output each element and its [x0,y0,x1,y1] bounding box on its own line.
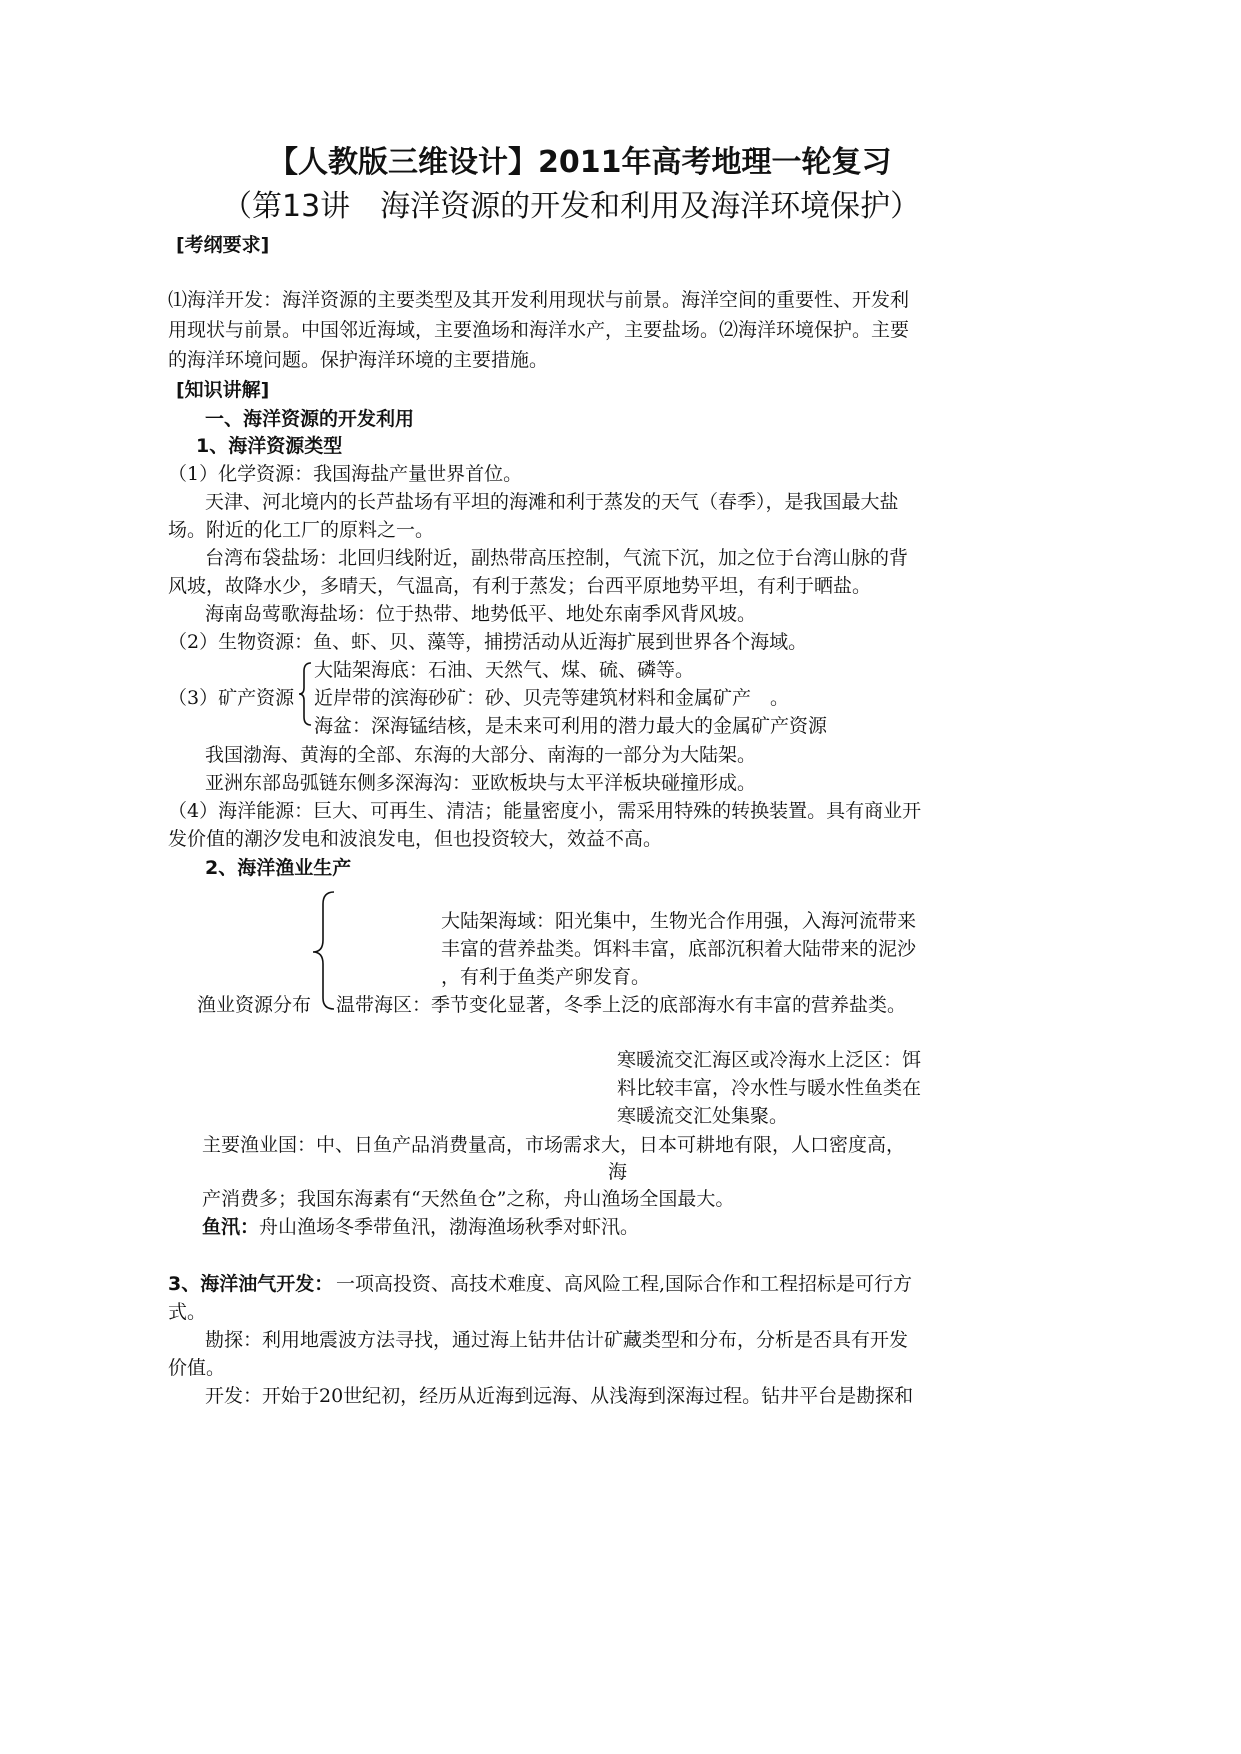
ocean-energy-cont: 发价值的潮汐发电和波浪发电，但也投资较大，效益不高。 [168,828,663,850]
requirement-line: ⑴海洋开发：海洋资源的主要类型及其开发利用现状与前景。海洋空间的重要性、开发利 [168,289,910,311]
ocean-energy: （4）海洋能源：巨大、可再生、清洁；能量密度小，需采用特殊的转换装置。具有商业开 [168,800,922,822]
chemical-resources: （1）化学资源：我国海盐产量世界首位。 [168,463,523,485]
fishery-temperate: 温带海区：季节变化显著，冬季上泛的底部海水有丰富的营养盐类。 [336,994,907,1016]
fishing-countries-cont: 产消费多；我国东海素有“天然鱼仓”之称，舟山渔场全国最大。 [202,1188,735,1210]
section-heading-requirements: [考纲要求] [176,234,270,256]
fishing-countries: 主要渔业国：中、日鱼产品消费量高，市场需求大，日本可耕地有限，人口密度高， [202,1134,906,1156]
heading-oil-gas: 3、海洋油气开发： [168,1273,334,1295]
section-heading-knowledge: [知识讲解] [176,379,270,401]
fishing-season-label: 鱼汛： [202,1216,260,1238]
fishery-current: 寒暖流交汇海区或冷海水上泛区：饵 [617,1049,922,1071]
changlu-saltfield: 天津、河北境内的长芦盐场有平坦的海滩和利于蒸发的天气（春季），是我国最大盐 [205,491,899,513]
continental-shelf-note: 我国渤海、黄海的全部、东海的大部分、南海的一部分为大陆架。 [205,744,757,766]
page-subtitle: （第13讲 海洋资源的开发和利用及海洋环境保护） [222,189,921,224]
fishery-current-cont: 寒暖流交汇处集聚。 [617,1105,789,1127]
heading-marine-development: 一、海洋资源的开发利用 [205,408,415,430]
page-title: 【人教版三维设计】2011年高考地理一轮复习 [268,145,892,180]
left-brace-icon [310,890,336,1012]
oil-gas-exploration: 勘探：利用地震波方法寻找，通过海上钻井估计矿藏类型和分布，分析是否具有开发 [205,1329,909,1351]
requirement-line: 的海洋环境问题。保护海洋环境的主要措施。 [168,349,549,371]
left-brace-icon [297,661,313,727]
fishery-shelf: 大陆架海域：阳光集中，生物光合作用强，入海河流带来 [441,910,917,932]
biological-resources: （2）生物资源：鱼、虾、贝、藻等，捕捞活动从近海扩展到世界各个海域。 [168,631,808,653]
fishery-shelf-cont: ，有利于鱼类产卵发育。 [441,966,651,988]
budai-saltfield: 台湾布袋盐场：北回归线附近，副热带高压控制，气流下沉，加之位于台湾山脉的背 [205,547,909,569]
oil-gas-development: 开发：开始于20世纪初，经历从近海到远海、从浅海到深海过程。钻井平台是勘探和 [205,1385,914,1407]
changlu-saltfield-cont: 场。附近的化工厂的原料之一。 [168,519,435,541]
mineral-item-basin: 海盆：深海锰结核，是未来可利用的潜力最大的金属矿产资源 [314,715,828,737]
oil-gas-exploration-cont: 价值。 [168,1357,226,1379]
oil-gas-intro: 一项高投资、高技术难度、高风险工程,国际合作和工程招标是可行方 [336,1273,913,1295]
heading-fishery: 2、海洋渔业生产 [205,857,352,879]
trench-note: 亚洲东部岛弧链东侧多深海沟：亚欧板块与太平洋板块碰撞形成。 [205,772,757,794]
fishing-season: 舟山渔场冬季带鱼汛，渤海渔场秋季对虾汛。 [259,1216,640,1238]
fishing-countries-cont: 海 [608,1161,628,1183]
yinggehai-saltfield: 海南岛莺歌海盐场：位于热带、地势低平、地处东南季风背风坡。 [205,603,757,625]
fishery-current-cont: 料比较丰富，冷水性与暖水性鱼类在 [617,1077,922,1099]
mineral-resources-label: （3）矿产资源 [168,687,295,709]
budai-saltfield-cont: 风坡，故降水少，多晴天，气温高，有利于蒸发；台西平原地势平坦，有利于晒盐。 [168,575,872,597]
fishery-distribution-label: 渔业资源分布 [197,994,312,1016]
mineral-item-placer: 近岸带的滨海砂矿：砂、贝壳等建筑材料和金属矿产 。 [314,687,790,709]
heading-resource-types: 1、海洋资源类型 [196,435,343,457]
oil-gas-intro-cont: 式。 [168,1301,207,1323]
mineral-item-shelf: 大陆架海底：石油、天然气、煤、硫、磷等。 [314,659,695,681]
requirement-line: 用现状与前景。中国邻近海域，主要渔场和海洋水产，主要盐场。⑵海洋环境保护。主要 [168,319,910,341]
fishery-shelf-cont: 丰富的营养盐类。饵料丰富，底部沉积着大陆带来的泥沙 [441,938,917,960]
